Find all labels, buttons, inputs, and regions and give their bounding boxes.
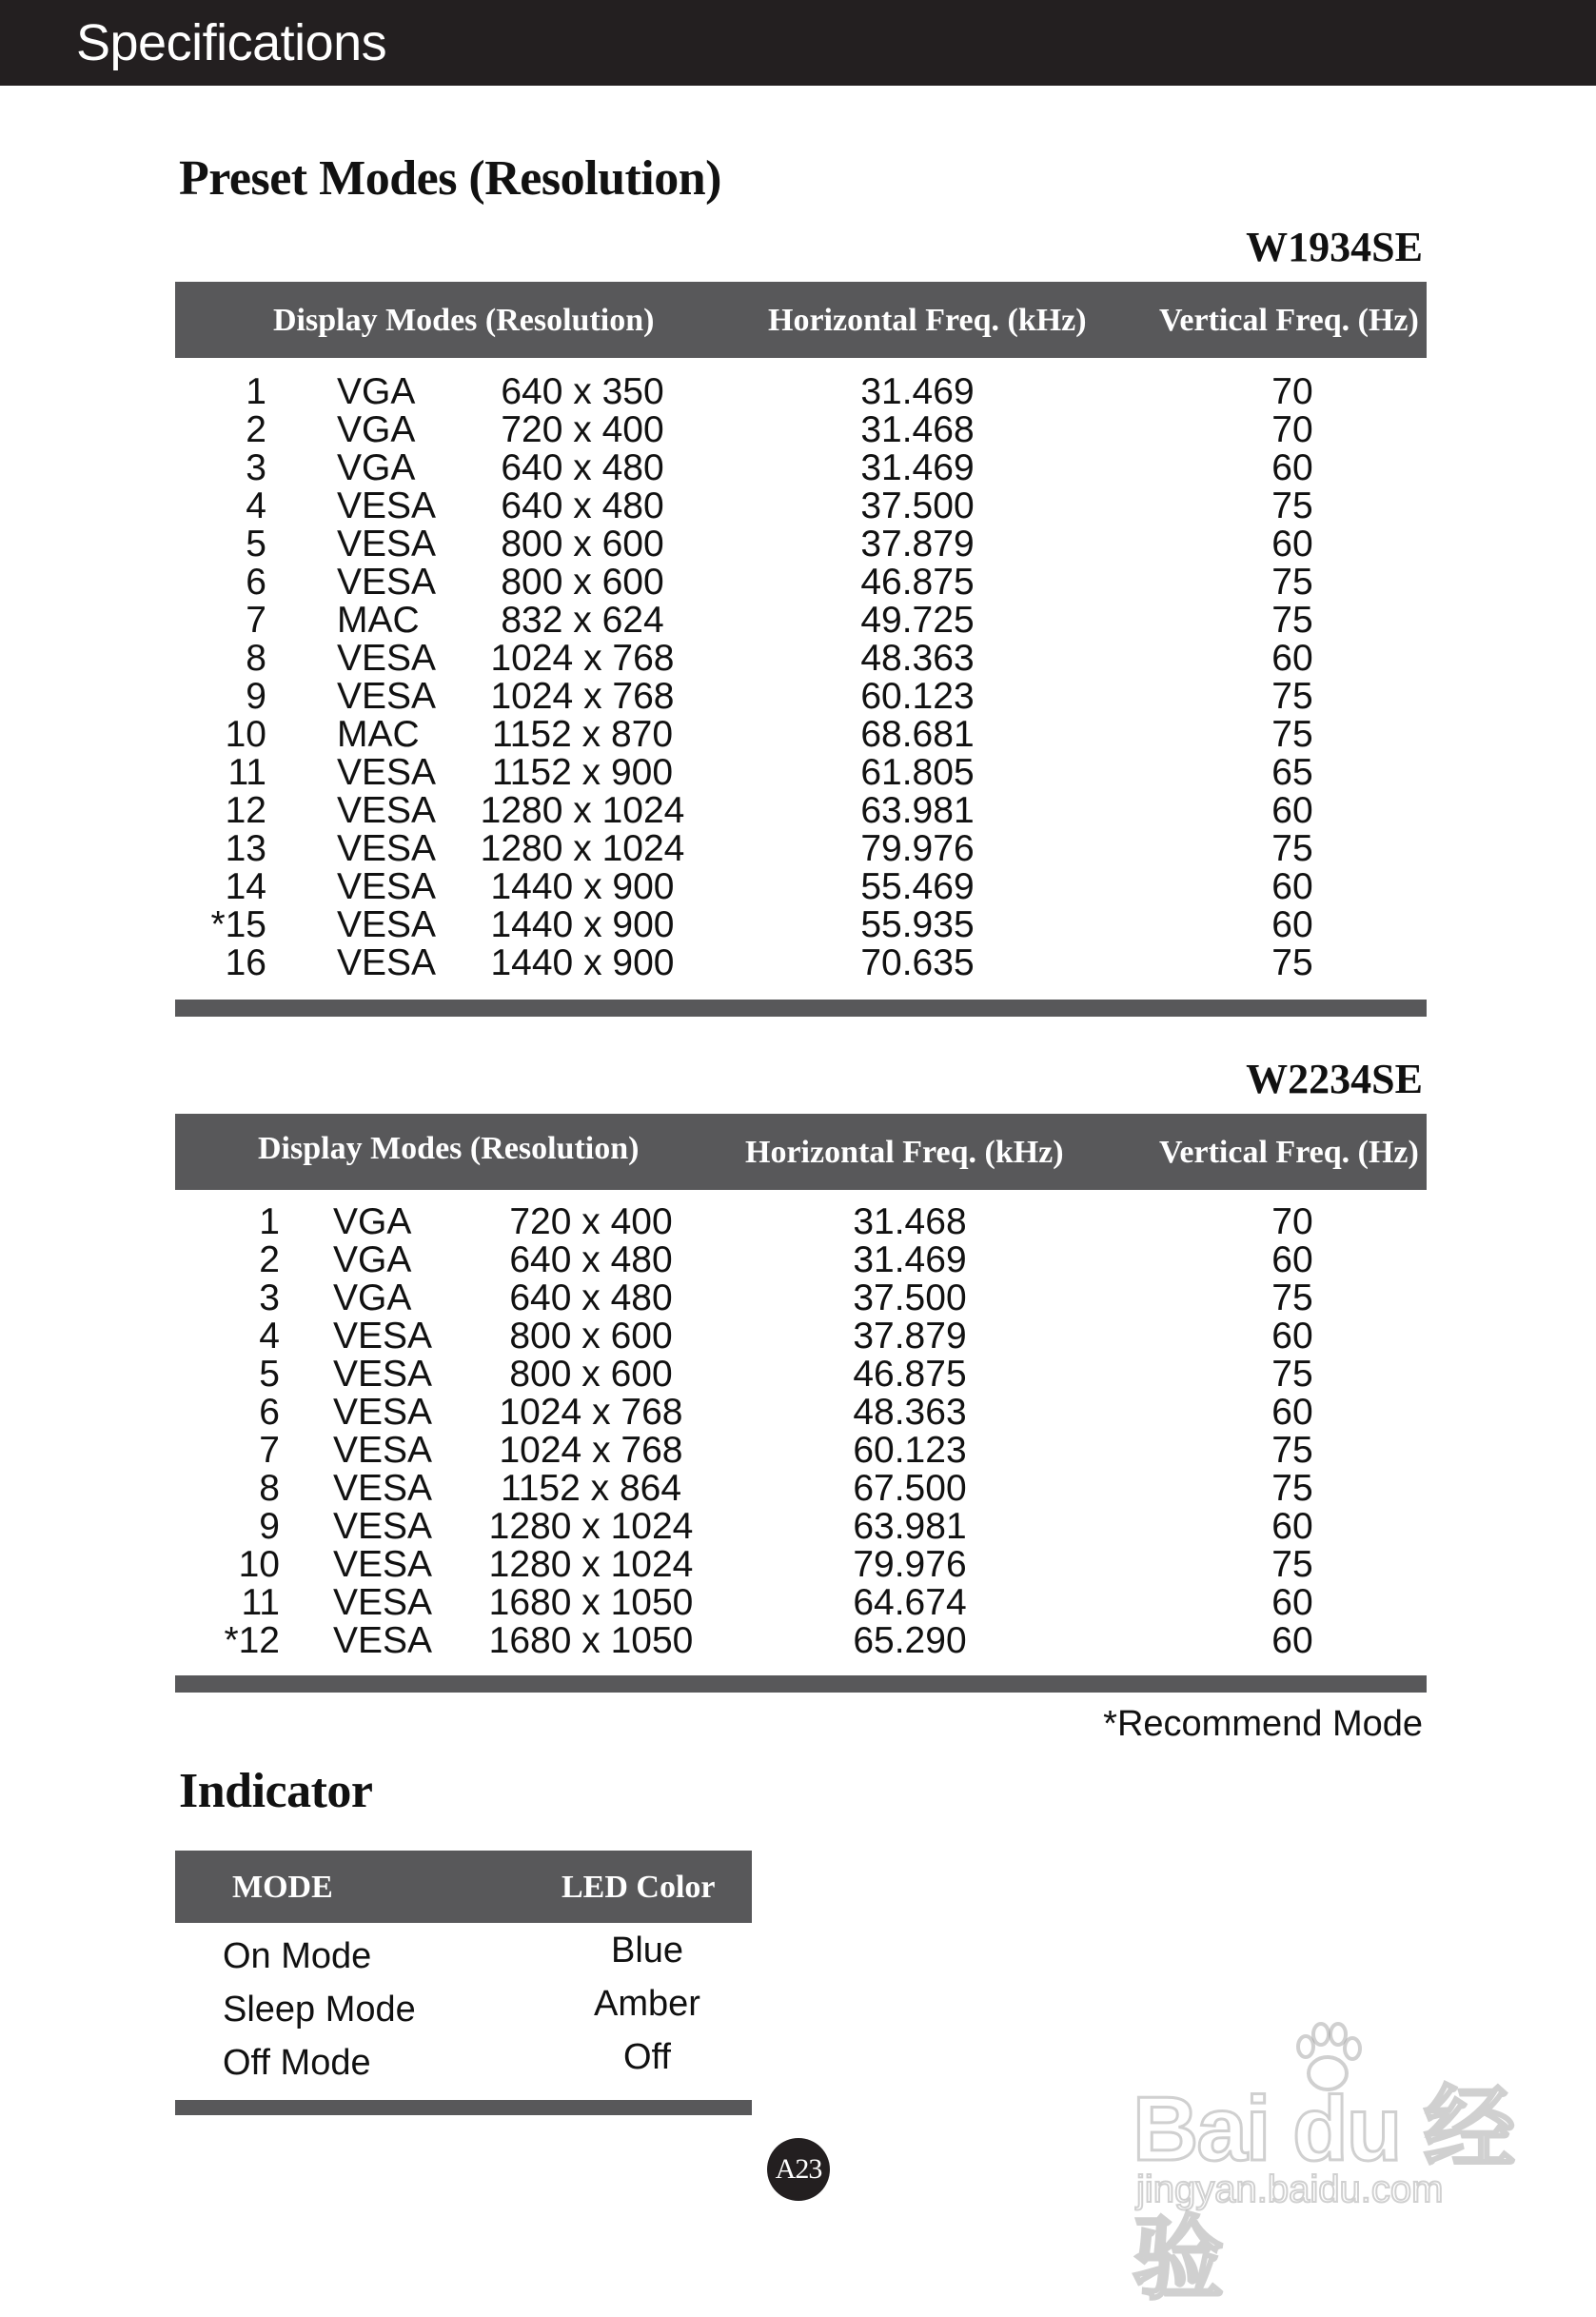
table-row — [0, 1203, 1596, 1241]
indicator-mode: Off Mode — [223, 2043, 371, 2083]
table-row — [0, 602, 1596, 640]
mode-number: 3 — [259, 1277, 280, 1318]
page-header-title: Specifications — [76, 14, 387, 71]
mode-resolution: 640 x 350 — [501, 371, 664, 412]
mode-standard: VESA — [337, 524, 437, 564]
mode-number: 11 — [241, 1582, 280, 1623]
mode-resolution: 1280 x 1024 — [488, 1506, 694, 1547]
horizontal-frequency: 55.469 — [860, 866, 975, 907]
mode-resolution: 640 x 480 — [509, 1239, 673, 1280]
vertical-frequency: 75 — [1271, 714, 1313, 755]
indicator-table-header — [175, 1851, 752, 1923]
table-row — [0, 1394, 1596, 1432]
mode-standard: VESA — [333, 1620, 433, 1661]
indicator-led-color: Amber — [594, 1984, 700, 2024]
vertical-frequency: 60 — [1271, 638, 1313, 679]
mode-standard: VESA — [337, 485, 437, 526]
mode-resolution: 832 x 624 — [501, 600, 664, 641]
mode-standard: VESA — [333, 1354, 433, 1395]
mode-resolution: 640 x 480 — [509, 1277, 673, 1318]
table-row — [0, 1584, 1596, 1622]
indicator-title: Indicator — [179, 1764, 373, 1818]
table-row — [0, 411, 1596, 449]
mode-standard: VESA — [333, 1506, 433, 1547]
mode-resolution: 1024 x 768 — [490, 638, 675, 679]
mode-resolution: 1152 x 900 — [491, 752, 674, 793]
mode-number: 3 — [246, 447, 266, 488]
horizontal-frequency: 48.363 — [853, 1392, 967, 1433]
mode-standard: VGA — [337, 409, 416, 450]
table-header-w2234se — [175, 1114, 1427, 1190]
mode-standard: VGA — [333, 1277, 412, 1318]
mode-number: 9 — [259, 1506, 280, 1547]
indicator-table-footer-bar — [175, 2100, 752, 2115]
page-number-badge: A23 — [767, 2138, 830, 2201]
table-footer-bar-w1934se — [175, 1000, 1427, 1017]
mode-number: 10 — [238, 1544, 280, 1585]
mode-resolution: 1280 x 1024 — [488, 1544, 694, 1585]
table-row — [0, 1241, 1596, 1279]
mode-standard: VESA — [333, 1582, 433, 1623]
mode-number: 5 — [259, 1354, 280, 1395]
table-row — [0, 525, 1596, 564]
vertical-frequency: 65 — [1271, 752, 1313, 793]
vertical-frequency: 60 — [1271, 1582, 1313, 1623]
col-mode: MODE — [232, 1870, 333, 1905]
mode-resolution: 640 x 480 — [501, 447, 664, 488]
baidu-watermark — [1133, 2018, 1514, 2310]
watermark-logo: Bai du 经验 — [1133, 2078, 1514, 2310]
table-row — [0, 1622, 1596, 1660]
mode-resolution: 720 x 400 — [501, 409, 664, 450]
table-row — [0, 1470, 1596, 1508]
model-label-w1934se: W1934SE — [1246, 224, 1423, 270]
indicator-row — [0, 1931, 1596, 1984]
mode-number: 6 — [246, 562, 266, 603]
mode-standard: VGA — [337, 447, 416, 488]
table-row — [0, 754, 1596, 792]
vertical-frequency: 60 — [1271, 866, 1313, 907]
mode-number: 12 — [225, 790, 266, 831]
horizontal-frequency: 68.681 — [860, 714, 975, 755]
mode-number: 4 — [259, 1316, 280, 1357]
mode-number: *15 — [210, 904, 266, 945]
mode-resolution: 1280 x 1024 — [480, 790, 685, 831]
table-row — [0, 830, 1596, 868]
mode-resolution: 1024 x 768 — [499, 1430, 683, 1471]
table-row — [0, 716, 1596, 754]
recommend-mode-note: *Recommend Mode — [1103, 1704, 1423, 1744]
mode-standard: VGA — [333, 1239, 412, 1280]
mode-standard: VESA — [337, 790, 437, 831]
mode-number: 8 — [246, 638, 266, 679]
horizontal-frequency: 79.976 — [860, 828, 975, 869]
horizontal-frequency: 70.635 — [860, 942, 975, 983]
watermark-url: jingyan.baidu.com — [1136, 2168, 1444, 2210]
table-row — [0, 906, 1596, 944]
vertical-frequency: 75 — [1271, 676, 1313, 717]
table-row — [0, 1317, 1596, 1356]
mode-resolution: 1440 x 900 — [490, 866, 675, 907]
mode-standard: VESA — [337, 562, 437, 603]
mode-number: 14 — [225, 866, 266, 907]
table-row — [0, 1356, 1596, 1394]
vertical-frequency: 75 — [1271, 600, 1313, 641]
indicator-led-color: Off — [623, 2037, 671, 2077]
indicator-led-color: Blue — [610, 1931, 684, 1970]
horizontal-frequency: 49.725 — [860, 600, 975, 641]
vertical-frequency: 70 — [1271, 409, 1313, 450]
table-body-w1934se — [0, 373, 1596, 982]
mode-resolution: 1152 x 870 — [491, 714, 674, 755]
indicator-mode: Sleep Mode — [223, 1990, 416, 2030]
mode-resolution: 1152 x 864 — [500, 1468, 682, 1509]
vertical-frequency: 60 — [1271, 1506, 1313, 1547]
horizontal-frequency: 31.469 — [860, 447, 975, 488]
mode-number: 16 — [225, 942, 266, 983]
mode-resolution: 640 x 480 — [501, 485, 664, 526]
table-row — [0, 1279, 1596, 1317]
col-display-modes: Display Modes (Resolution) — [273, 303, 655, 338]
vertical-frequency: 75 — [1271, 1468, 1313, 1509]
horizontal-frequency: 63.981 — [853, 1506, 967, 1547]
vertical-frequency: 60 — [1271, 524, 1313, 564]
horizontal-frequency: 37.500 — [860, 485, 975, 526]
vertical-frequency: 75 — [1271, 1544, 1313, 1585]
mode-standard: MAC — [337, 714, 420, 755]
horizontal-frequency: 37.879 — [860, 524, 975, 564]
mode-standard: VESA — [337, 828, 437, 869]
col-horizontal-freq: Horizontal Freq. (kHz) — [768, 303, 1087, 338]
mode-standard: MAC — [337, 600, 420, 641]
mode-number: 2 — [259, 1239, 280, 1280]
horizontal-frequency: 31.468 — [853, 1201, 967, 1242]
mode-standard: VESA — [333, 1392, 433, 1433]
mode-resolution: 800 x 600 — [501, 524, 664, 564]
horizontal-frequency: 31.469 — [853, 1239, 967, 1280]
horizontal-frequency: 64.674 — [853, 1582, 967, 1623]
mode-resolution: 800 x 600 — [509, 1354, 673, 1395]
horizontal-frequency: 31.468 — [860, 409, 975, 450]
vertical-frequency: 60 — [1271, 447, 1313, 488]
mode-number: 2 — [246, 409, 266, 450]
vertical-frequency: 60 — [1271, 904, 1313, 945]
mode-resolution: 1680 x 1050 — [488, 1582, 694, 1623]
mode-standard: VESA — [337, 676, 437, 717]
vertical-frequency: 75 — [1271, 942, 1313, 983]
table-row — [0, 640, 1596, 678]
vertical-frequency: 75 — [1271, 1430, 1313, 1471]
mode-number: 9 — [246, 676, 266, 717]
horizontal-frequency: 61.805 — [860, 752, 975, 793]
horizontal-frequency: 79.976 — [853, 1544, 967, 1585]
table-row — [0, 564, 1596, 602]
table-row — [0, 449, 1596, 487]
mode-resolution: 720 x 400 — [509, 1201, 673, 1242]
header-bar — [0, 0, 1596, 86]
table-header-w1934se — [175, 282, 1427, 358]
mode-standard: VESA — [333, 1316, 433, 1357]
mode-number: 11 — [227, 752, 266, 793]
mode-resolution: 800 x 600 — [501, 562, 664, 603]
mode-number: 1 — [246, 371, 266, 412]
mode-standard: VESA — [333, 1430, 433, 1471]
mode-standard: VESA — [337, 866, 437, 907]
vertical-frequency: 70 — [1271, 1201, 1313, 1242]
vertical-frequency: 60 — [1271, 790, 1313, 831]
vertical-frequency: 75 — [1271, 562, 1313, 603]
table-row — [0, 792, 1596, 830]
mode-standard: VESA — [337, 904, 437, 945]
horizontal-frequency: 37.500 — [853, 1277, 967, 1318]
mode-standard: VESA — [337, 942, 437, 983]
mode-standard: VESA — [333, 1544, 433, 1585]
mode-number: 4 — [246, 485, 266, 526]
horizontal-frequency: 48.363 — [860, 638, 975, 679]
horizontal-frequency: 37.879 — [853, 1316, 967, 1357]
vertical-frequency: 75 — [1271, 485, 1313, 526]
horizontal-frequency: 60.123 — [860, 676, 975, 717]
mode-resolution: 1440 x 900 — [490, 942, 675, 983]
col-led-color: LED Color — [562, 1870, 716, 1905]
mode-standard: VESA — [337, 752, 437, 793]
vertical-frequency: 75 — [1271, 828, 1313, 869]
table-row — [0, 1546, 1596, 1584]
mode-standard: VGA — [337, 371, 416, 412]
table-row — [0, 1508, 1596, 1546]
mode-number: *12 — [224, 1620, 280, 1661]
mode-resolution: 1024 x 768 — [499, 1392, 683, 1433]
table-row — [0, 1432, 1596, 1470]
col-horizontal-freq: Horizontal Freq. (kHz) — [745, 1135, 1064, 1170]
vertical-frequency: 60 — [1271, 1316, 1313, 1357]
mode-resolution: 800 x 600 — [509, 1316, 673, 1357]
mode-number: 7 — [246, 600, 266, 641]
vertical-frequency: 70 — [1271, 371, 1313, 412]
mode-number: 5 — [246, 524, 266, 564]
col-display-modes: Display Modes (Resolution) — [258, 1131, 640, 1166]
horizontal-frequency: 63.981 — [860, 790, 975, 831]
vertical-frequency: 60 — [1271, 1239, 1313, 1280]
vertical-frequency: 75 — [1271, 1277, 1313, 1318]
mode-standard: VESA — [333, 1468, 433, 1509]
mode-number: 8 — [259, 1468, 280, 1509]
mode-number: 10 — [225, 714, 266, 755]
horizontal-frequency: 67.500 — [853, 1468, 967, 1509]
mode-resolution: 1024 x 768 — [490, 676, 675, 717]
vertical-frequency: 60 — [1271, 1620, 1313, 1661]
table-row — [0, 868, 1596, 906]
table-footer-bar-w2234se — [175, 1675, 1427, 1693]
indicator-mode: On Mode — [223, 1936, 372, 1976]
col-vertical-freq: Vertical Freq. (Hz) — [1159, 303, 1419, 338]
vertical-frequency: 60 — [1271, 1392, 1313, 1433]
table-row — [0, 678, 1596, 716]
mode-standard: VGA — [333, 1201, 412, 1242]
horizontal-frequency: 46.875 — [853, 1354, 967, 1395]
table-row — [0, 487, 1596, 525]
table-row — [0, 944, 1596, 982]
mode-number: 13 — [225, 828, 266, 869]
mode-standard: VESA — [337, 638, 437, 679]
vertical-frequency: 75 — [1271, 1354, 1313, 1395]
horizontal-frequency: 65.290 — [853, 1620, 967, 1661]
mode-resolution: 1440 x 900 — [490, 904, 675, 945]
col-vertical-freq: Vertical Freq. (Hz) — [1159, 1135, 1419, 1170]
mode-resolution: 1280 x 1024 — [480, 828, 685, 869]
mode-resolution: 1680 x 1050 — [488, 1620, 694, 1661]
mode-number: 1 — [259, 1201, 280, 1242]
horizontal-frequency: 60.123 — [853, 1430, 967, 1471]
mode-number: 6 — [259, 1392, 280, 1433]
mode-number: 7 — [259, 1430, 280, 1471]
table-body-w2234se — [0, 1203, 1596, 1660]
horizontal-frequency: 55.935 — [860, 904, 975, 945]
horizontal-frequency: 31.469 — [860, 371, 975, 412]
table-row — [0, 373, 1596, 411]
horizontal-frequency: 46.875 — [860, 562, 975, 603]
model-label-w2234se: W2234SE — [1246, 1056, 1423, 1102]
preset-modes-title: Preset Modes (Resolution) — [179, 151, 721, 206]
